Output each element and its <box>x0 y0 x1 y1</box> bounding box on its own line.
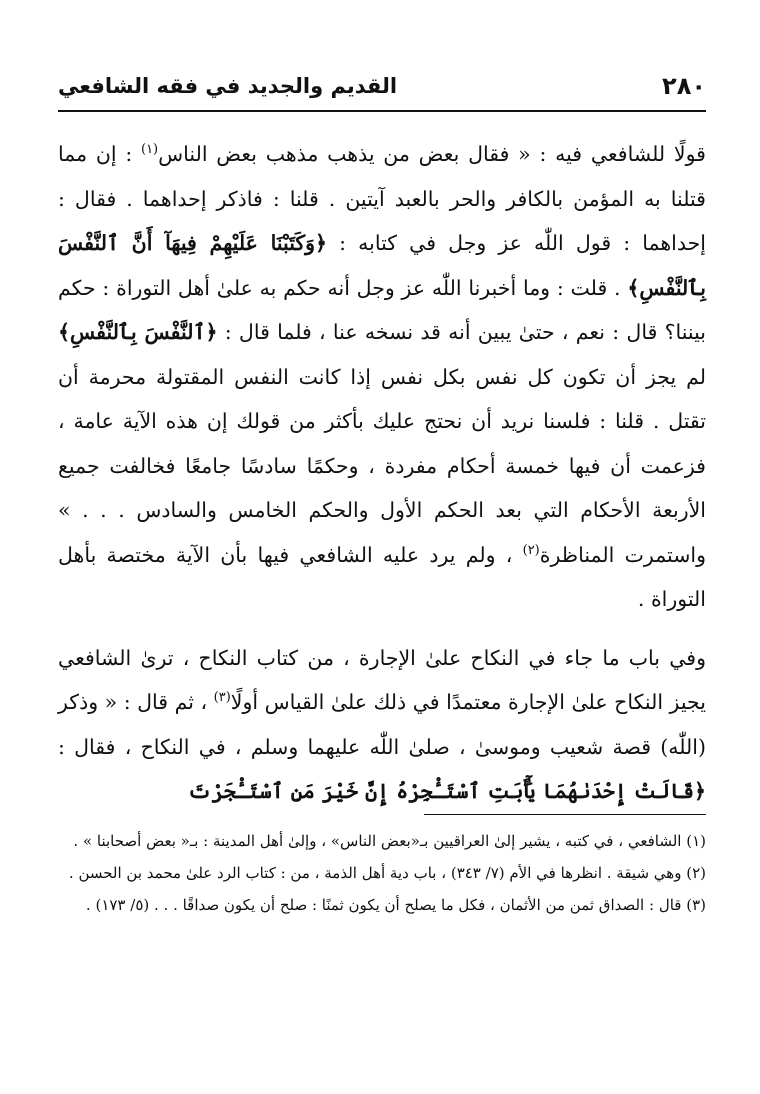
running-title: القديم والجديد في فقه الشافعي <box>58 74 398 98</box>
footnote-2: (٢) وهي شيقة . انظرها في الأم (٧/ ٣٤٣) ، باب دية أهل الذمة ، من : كتاب الرد علىٰ محمد بن الحسن . <box>68 864 706 882</box>
paragraph-1-text-2: : إن مما قتلنا به المؤمن بالكافر والحر بالعبد آيتين . قلنا : فاذكر إحداهما . فقال : إحداهما : قول اللّٰه عز وجل في كتابه : <box>58 142 706 255</box>
footnote-3: (٣) قال : الصداق ثمن من الأثمان ، فكل ما يصلح أن يكون ثمنًا : صلح أن يكون صداقًا . . . (٥/ ١٧٣) . <box>85 896 706 914</box>
quran-quote-1: ﴿وَكَتَبْنَا عَلَيْهِمْ فِيهَآ أَنَّ ٱلنَّفْسَ بِٱلنَّفْسِ﴾ <box>58 231 706 300</box>
paragraph-1-text-5: ، ولم يرد عليه الشافعي فيها بأن الآية مختصة بأهل التوراة . <box>58 542 706 611</box>
footnote-ref-2: (٢) <box>522 542 540 558</box>
footnote-1: (١) الشافعي ، في كتبه ، يشير إلىٰ العراقيين بـ«بعض الناس» ، وإلىٰ أهل المدينة : بـ« بعض أصحابنا » . <box>73 832 706 850</box>
quran-quote-3: ﴿قَالَتْ إِحْدَىٰهُمَا يَٰٓأَبَتِ ٱسْتَـْٔجِرْهُ إِنَّ خَيْرَ مَنِ ٱسْتَـْٔجَرْتَ <box>187 779 706 803</box>
footnote-ref-1: (١) <box>140 142 159 158</box>
paragraph-1-text-4: لم يجز أن تكون كل نفس بكل نفس إذا كانت النفس المقتولة محرمة أن تقتل . قلنا : فلسنا نريد أن نحتج عليك بأكثر من قولك إن هذه الآية عامة ، فزعمت أن فيها خمسة أحكام مفردة ، وحكمًا سادسًا جامعًا فخالفت جميع الأربعة الأحكام التي بعد الحكم الأول والحكم الخامس والسادس . . . » واستمرت المناظرة <box>58 364 707 567</box>
paragraph-1 <box>58 132 706 622</box>
header-rule <box>58 110 706 112</box>
paragraph-1-text-1: قولًا للشافعي فيه : « فقال بعض من يذهب مذهب بعض الناس <box>158 142 706 166</box>
paragraph-2-text-2: ، ثم قال : « وذكر (اللّٰه) قصة شعيب وموسىٰ ، صلىٰ اللّٰه عليهما وسلم ، في النكاح ، فقال : <box>58 690 706 759</box>
page-header <box>58 64 706 108</box>
footnote-rule <box>424 814 706 815</box>
page-number: ٢٨٠ <box>662 72 706 100</box>
main-text <box>58 132 706 814</box>
paragraph-2-text-1: وفي باب ما جاء في النكاح علىٰ الإجارة ، من كتاب النكاح ، ترىٰ الشافعي يجيز النكاح علىٰ الإجارة معتمدًا في ذلك علىٰ القياس أولًا <box>58 645 706 714</box>
quran-quote-2: ﴿ٱلنَّفْسَ بِٱلنَّفْسِ﴾ <box>58 320 218 344</box>
footnote-ref-3: (٣) <box>213 690 231 706</box>
paragraph-1-text-3: . قلت : وما أخبرنا اللّٰه عز وجل أنه حكم به علىٰ أهل التوراة : حكم بيننا؟ قال : نعم ، حتىٰ يبين أنه قد نسخه عنا ، فلما قال : <box>58 275 707 344</box>
paragraph-2 <box>58 636 706 814</box>
footnotes <box>58 826 706 922</box>
